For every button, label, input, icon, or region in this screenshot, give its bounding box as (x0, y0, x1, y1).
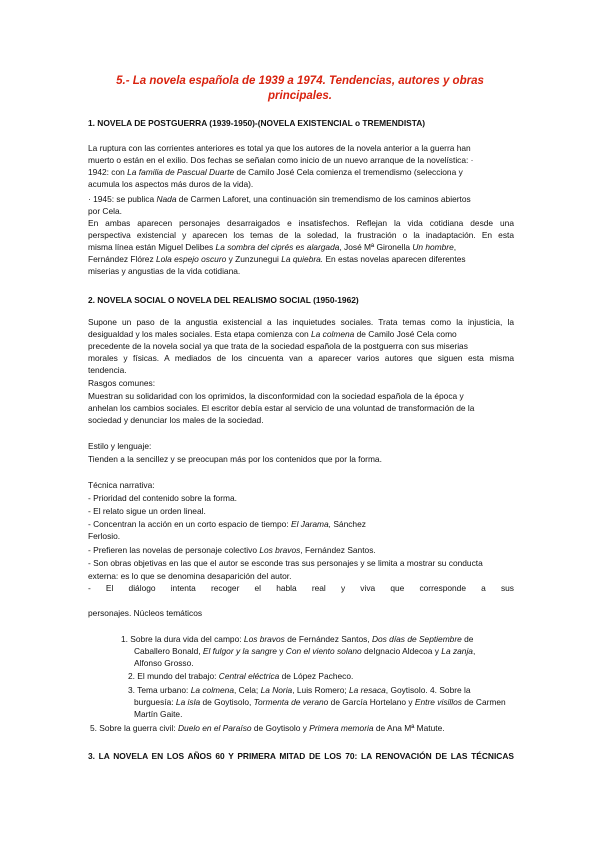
nucleos-line: personajes. Núcleos temáticos (88, 608, 203, 618)
nucleo-item: burguesía: La isla de Goytisolo, Tormenta de verano de García Hortelano y Entre visillos de Carmen (134, 697, 506, 707)
nucleo-item: 3. Tema urbano: La colmena, Cela; La Noria, Luis Romero; La resaca, Goytisolo. 4. Sobre la (128, 685, 471, 695)
book-title: La resaca (349, 685, 386, 695)
tecnica-item: - Son obras objetivas en las que el autor se esconde tras sus personajes y se limita a mostrar su conducta (88, 558, 483, 568)
title-line-2: principales. (268, 90, 332, 102)
section-1-heading: 1. NOVELA DE POSTGUERRA (1939-1950)-(NOVELA EXISTENCIAL o TREMENDISTA) (88, 118, 426, 128)
book-title: Los bravos (243, 634, 285, 644)
book-title: Dos días de Septiembre (371, 634, 462, 644)
book-title: Con el viento solano (285, 646, 362, 656)
nucleo-item: 1. Sobre la dura vida del campo: Los bravos de Fernández Santos, Dos días de Septiembre de (121, 634, 474, 644)
rasgos-line: sociedad y denunciar los males de la sociedad. (88, 415, 264, 425)
tecnica-label: Técnica narrativa: (88, 480, 155, 490)
book-title: Tormenta de verano (253, 697, 329, 707)
book-title: La colmena (311, 329, 355, 339)
s2-p1-line: desigualdad y los males sociales. Esta etapa comienza con La colmena de Camilo José Cela como (88, 329, 457, 339)
book-title: La colmena (190, 685, 235, 695)
tecnica-item: - Concentran la acción en un corto espacio de tiempo: El Jarama, Sánchez (88, 519, 366, 529)
book-title: Entre visillos (414, 697, 462, 707)
book-title: La zanja (441, 646, 473, 656)
s1-p3-line: perspectiva existencial y aparecen los temas de la soledad, la frustración o la inadaptación. En esta (88, 230, 514, 240)
rasgos-line: Muestran su solidaridad con los oprimidos, la disconformidad con la sociedad española de la época y (88, 391, 464, 401)
s1-p1-line: acumula los aspectos más duros de la vida). (88, 179, 254, 189)
estilo-label: Estilo y lenguaje: (88, 441, 152, 451)
tecnica-item: - Prefieren las novelas de personaje colectivo Los bravos, Fernández Santos. (88, 545, 376, 555)
rasgos-label: Rasgos comunes: (88, 378, 156, 388)
book-title: Un hombre (412, 242, 454, 252)
s1-p1-line: La ruptura con las corrientes anteriores es total ya que los autores de la novela anterior a la guerra han (88, 143, 471, 153)
tecnica-item: - El diálogo intenta recoger el habla real y viva que corresponde a sus (88, 583, 514, 593)
tecnica-item: externa: es lo que se denomina desaparición del autor. (88, 571, 292, 581)
s2-p1-line: precedente de la novela social ya que trata de la sociedad española de la postguerra con sus miserias (88, 341, 468, 351)
s2-p1-line: tendencia. (88, 365, 127, 375)
book-title: El fulgor y la sangre (202, 646, 277, 656)
s2-p1-line: morales y físicas. A mediados de los cincuenta van a aparecer varios autores que siguen esta misma (88, 353, 514, 363)
nucleo-item: 2. El mundo del trabajo: Central eléctrica de López Pacheco. (128, 671, 354, 681)
s2-p1-line: Supone un paso de la angustia existencial a las inquietudes sociales. Trata temas como la injusticia, la (88, 317, 514, 327)
book-title: La sombra del ciprés es alargada (215, 242, 340, 252)
book-title: Central eléctrica (218, 671, 280, 681)
s1-p2-line: por Cela. (88, 206, 122, 216)
s1-p1-line: 1942: con La familia de Pascual Duarte de Camilo José Cela comienza el tremendismo (selecciona y (88, 167, 463, 177)
document-title (100, 74, 500, 104)
s1-p3-line: En ambas aparecen personajes desarraigados e insatisfechos. Reflejan la vida cotidiana desde una (88, 218, 514, 228)
rasgos-line: anhelan los cambios sociales. El escritor debía estar al servicio de una voluntad de transformación de la (88, 403, 475, 413)
book-title: Nada (156, 194, 177, 204)
nucleo-item: 5. Sobre la guerra civil: Duelo en el Paraíso de Goytisolo y Primera memoria de Ana Mª Matute. (90, 723, 445, 733)
tecnica-item: Ferlosio. (88, 531, 121, 541)
s1-p3-line: misma línea están Miguel Delibes La sombra del ciprés es alargada, José Mª Gironella Un hombre, (88, 242, 457, 252)
section-3-heading: 3. LA NOVELA EN LOS AÑOS 60 Y PRIMERA MITAD DE LOS 70: LA RENOVACIÓN DE LAS TÉCNICAS (88, 751, 514, 761)
nucleo-item: Alfonso Grosso. (134, 658, 194, 668)
tecnica-item: - Prioridad del contenido sobre la forma. (88, 493, 237, 503)
s1-p2-line: · 1945: se publica Nada de Carmen Laforet, una continuación sin tremendismo de los caminos abiertos (88, 194, 471, 204)
tecnica-item: - El relato sigue un orden lineal. (88, 506, 206, 516)
nucleo-item: Caballero Bonald, El fulgor y la sangre y Con el viento solano deIgnacio Aldecoa y La zanja, (134, 646, 476, 656)
book-title: Duelo en el Paraíso (177, 723, 252, 733)
book-title: El Jarama, (290, 519, 332, 529)
s1-p1-line: muerto o están en el exilio. Dos fechas se señalan como inicio de un nuevo arranque de la novelística: · (88, 155, 474, 165)
estilo-text: Tienden a la sencillez y se preocupan más por los contenidos que por la forma. (88, 454, 382, 464)
s1-p3-line: Fernández Flórez Lola espejo oscuro y Zunzunegui La quiebra. En estas novelas aparecen diferentes (88, 254, 466, 264)
book-title: Los bravos (259, 545, 301, 555)
book-title: La familia de Pascual Duarte (127, 167, 235, 177)
book-title: Primera memoria (309, 723, 374, 733)
title-line-1: 5.- La novela española de 1939 a 1974. Tendencias, autores y obras (116, 75, 484, 87)
book-title: La isla (175, 697, 201, 707)
s1-p3-line: miserias y angustias de la vida cotidiana. (88, 266, 241, 276)
book-title: La Noria (260, 685, 293, 695)
nucleo-item: Martín Gaite. (134, 709, 183, 719)
section-2-heading: 2. NOVELA SOCIAL O NOVELA DEL REALISMO SOCIAL (1950-1962) (88, 295, 359, 305)
book-title: Lola espejo oscuro (155, 254, 227, 264)
book-title: La quiebra. (281, 254, 324, 264)
